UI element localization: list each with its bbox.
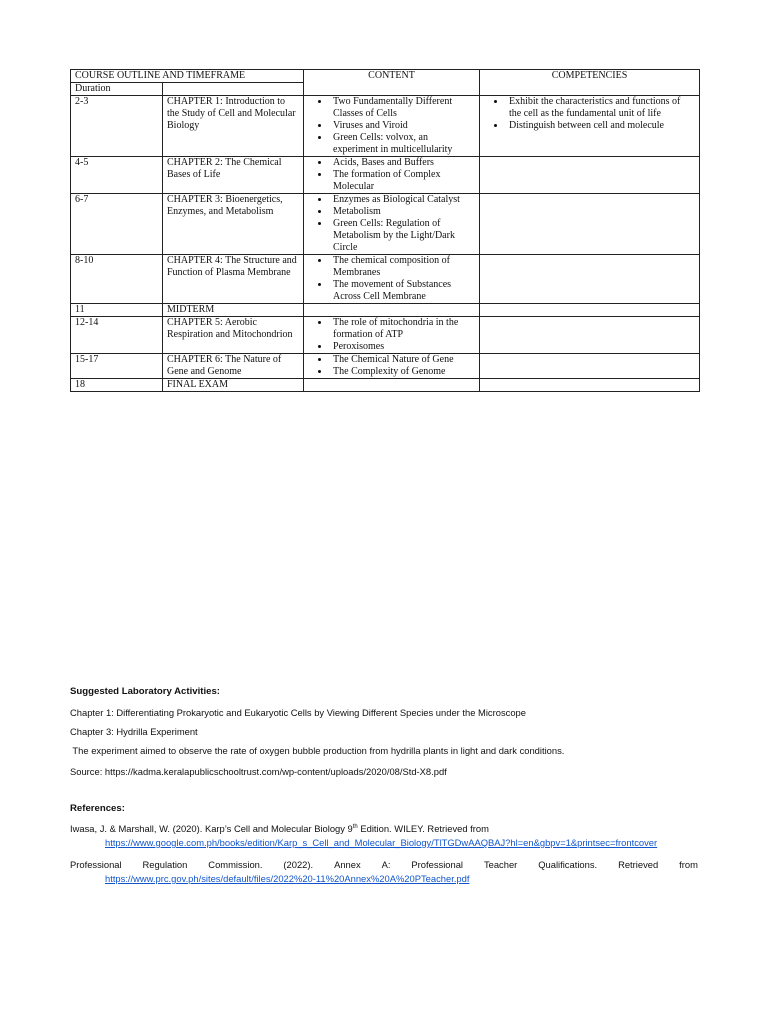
- content-list: [308, 157, 475, 193]
- reference-karp-link[interactable]: https://www.google.com.ph/books/edition/Karp_s_Cell_and_Molecular_Biology/TlTGDwAAQBAJ?hl=en&gbpv=1&printsec=frontcover: [105, 837, 658, 848]
- reference-prc-word: Qualifications.: [538, 859, 598, 870]
- reference-prc-link[interactable]: https://www.prc.gov.ph/sites/default/files/2022%20-11%20Annex%20A%20PTeacher.pdf: [105, 873, 470, 884]
- content-list-item: • Metabolism: [330, 206, 475, 218]
- table-header-row: [71, 70, 700, 83]
- reference-karp-text: Iwasa, J. & Marshall, W. (2020). Karp’s Cell and Molecular Biology 9: [70, 823, 353, 834]
- table-row: [71, 304, 700, 317]
- topic-cell: CHAPTER 5: Aerobic Respiration and Mitochondrion: [163, 317, 304, 354]
- table-row: [71, 157, 700, 194]
- reference-prc-word: Regulation: [142, 859, 188, 870]
- duration-cell: 4-5: [71, 157, 163, 194]
- course-outline-table-body: [71, 70, 700, 392]
- content-cell: [304, 317, 480, 354]
- topic-cell: CHAPTER 4: The Structure and Function of Plasma Membrane: [163, 255, 304, 304]
- content-cell: [304, 379, 480, 392]
- competencies-cell: [480, 96, 700, 157]
- competencies-cell: [480, 354, 700, 379]
- content-list: [308, 194, 475, 254]
- reference-prc-word: Commission.: [208, 859, 263, 870]
- reference-prc-word: from: [679, 859, 698, 870]
- content-cell: [304, 96, 480, 157]
- reference-prc: [70, 859, 698, 871]
- duration-cell: 2-3: [71, 96, 163, 157]
- competencies-cell: [480, 379, 700, 392]
- header-content: CONTENT: [304, 70, 480, 96]
- content-list-item: • The Complexity of Genome: [330, 366, 475, 378]
- table-row: [71, 317, 700, 354]
- content-list-item: • Acids, Bases and Buffers: [330, 157, 475, 169]
- content-list-item: • The movement of Substances Across Cell Membrane: [330, 279, 475, 303]
- competencies-cell: [480, 255, 700, 304]
- competencies-cell: [480, 194, 700, 255]
- competencies-list-item: • Exhibit the characteristics and functions of the cell as the fundamental unit of life: [506, 96, 695, 120]
- reference-prc-word: (2022).: [283, 859, 314, 870]
- content-list-item: • Two Fundamentally Different Classes of Cells: [330, 96, 475, 120]
- lab-heading: Suggested Laboratory Activities:: [70, 686, 220, 697]
- content-list-item: • Green Cells: Regulation of Metabolism by the Light/Dark Circle: [330, 218, 475, 254]
- competencies-cell: [480, 157, 700, 194]
- header-competencies: COMPETENCIES: [480, 70, 700, 96]
- duration-cell: 18: [71, 379, 163, 392]
- reference-prc-link-line: [70, 873, 733, 885]
- content-cell: [304, 157, 480, 194]
- reference-prc-word: Annex: [334, 859, 361, 870]
- reference-karp-superscript: th: [352, 823, 358, 830]
- table-row: [71, 379, 700, 392]
- competencies-list-item: • Distinguish between cell and molecule: [506, 120, 695, 132]
- content-list-item: • Viruses and Viroid: [330, 120, 475, 132]
- table-row: [71, 96, 700, 157]
- content-list: [308, 255, 475, 303]
- content-list-item: • The chemical composition of Membranes: [330, 255, 475, 279]
- content-cell: [304, 304, 480, 317]
- content-list-item: • The role of mitochondria in the formation of ATP: [330, 317, 475, 341]
- topic-cell: CHAPTER 3: Bioenergetics, Enzymes, and Metabolism: [163, 194, 304, 255]
- topic-cell: CHAPTER 1: Introduction to the Study of Cell and Molecular Biology: [163, 96, 304, 157]
- header-duration-blank: [163, 83, 304, 96]
- lab-source: Source: https://kadma.keralapublicschooltrust.com/wp-content/uploads/2020/08/Std-X8.pdf: [70, 766, 447, 777]
- content-cell: [304, 194, 480, 255]
- competencies-cell: [480, 317, 700, 354]
- duration-cell: 8-10: [71, 255, 163, 304]
- content-list: [308, 317, 475, 353]
- competencies-list: [484, 96, 695, 132]
- duration-cell: 6-7: [71, 194, 163, 255]
- reference-prc-word: Teacher: [483, 859, 518, 870]
- lab-description: The experiment aimed to observe the rate of oxygen bubble production from hydrilla plants in light and dark conditions.: [70, 745, 565, 756]
- reference-karp-link-line: [70, 837, 733, 849]
- duration-cell: 15-17: [71, 354, 163, 379]
- content-list-item: • Peroxisomes: [330, 341, 475, 353]
- table-row: [71, 255, 700, 304]
- topic-cell: FINAL EXAM: [163, 379, 304, 392]
- table-row: [71, 194, 700, 255]
- duration-cell: 11: [71, 304, 163, 317]
- reference-prc-word: Professional: [411, 859, 463, 870]
- lab-chapter-3: Chapter 3: Hydrilla Experiment: [70, 726, 198, 737]
- topic-cell: MIDTERM: [163, 304, 304, 317]
- content-list-item: • The Chemical Nature of Gene: [330, 354, 475, 366]
- lab-chapter-1: Chapter 1: Differentiating Prokaryotic and Eukaryotic Cells by Viewing Different Species under the Microscope: [70, 707, 526, 718]
- content-list-item: • The formation of Complex Molecular: [330, 169, 475, 193]
- reference-prc-word: A:: [381, 859, 391, 870]
- content-list-item: • Green Cells: volvox, an experiment in multicellularity: [330, 132, 475, 156]
- content-cell: [304, 255, 480, 304]
- course-outline-table: [70, 69, 700, 392]
- topic-cell: CHAPTER 2: The Chemical Bases of Life: [163, 157, 304, 194]
- header-duration: Duration: [71, 83, 163, 96]
- reference-prc-word: Retrieved: [618, 859, 659, 870]
- reference-karp-text-end: Edition. WILEY. Retrieved from: [357, 823, 489, 834]
- header-course-outline: COURSE OUTLINE AND TIMEFRAME: [71, 70, 304, 83]
- references-heading: References:: [70, 803, 125, 814]
- reference-karp: [70, 823, 698, 835]
- duration-cell: 12-14: [71, 317, 163, 354]
- reference-prc-word: Professional: [70, 859, 122, 870]
- topic-cell: CHAPTER 6: The Nature of Gene and Genome: [163, 354, 304, 379]
- table-row: [71, 354, 700, 379]
- competencies-cell: [480, 304, 700, 317]
- content-list: [308, 354, 475, 378]
- content-list-item: • Enzymes as Biological Catalyst: [330, 194, 475, 206]
- content-list: [308, 96, 475, 156]
- content-cell: [304, 354, 480, 379]
